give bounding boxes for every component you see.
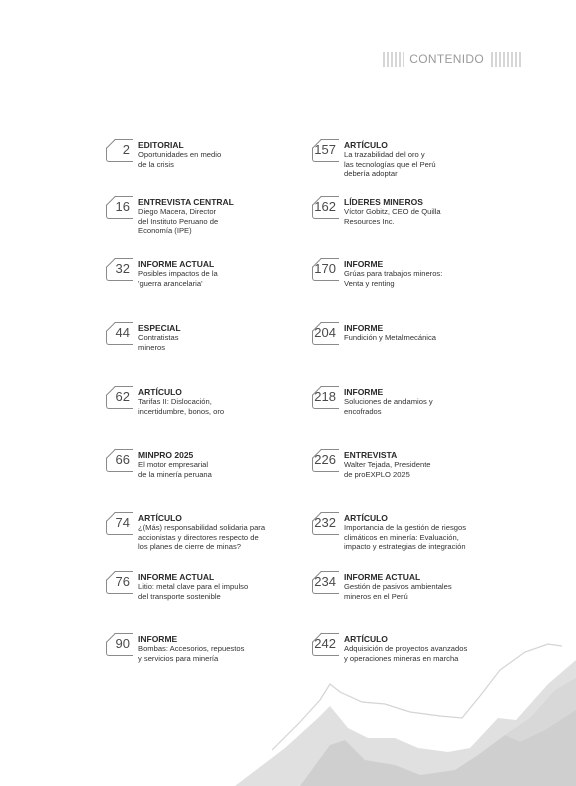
- page-number: 157: [314, 142, 336, 157]
- section-kicker: ARTÍCULO: [344, 140, 388, 150]
- page-number: 44: [115, 325, 130, 340]
- article-description: ¿(Más) responsabilidad solidaria para accionistas y directores respecto de los planes de cierre de minas?: [138, 523, 266, 552]
- page-number: 232: [314, 515, 336, 530]
- article-description: Posibles impactos de la 'guerra arancelaria': [138, 269, 218, 288]
- article-description: Diego Macera, Director del Instituto Peruano de Economía (IPE): [138, 207, 219, 236]
- page-number-box: [106, 139, 133, 162]
- page-number: 16: [115, 199, 130, 214]
- page-number-box: [106, 258, 133, 281]
- page-number-box: [106, 386, 133, 409]
- article-description: Adquisición de proyectos avanzados y operaciones mineras en marcha: [344, 644, 468, 663]
- article-description: Grúas para trabajos mineros: Venta y renting: [344, 269, 443, 288]
- section-kicker: LÍDERES MINEROS: [344, 197, 423, 207]
- page-number: 162: [314, 199, 336, 214]
- page-number-box: [312, 386, 339, 409]
- section-kicker: ARTÍCULO: [344, 634, 388, 644]
- page-number: 90: [115, 636, 130, 651]
- article-description: Víctor Gobitz, CEO de Quilla Resources Inc.: [344, 207, 441, 226]
- section-kicker: INFORME ACTUAL: [138, 572, 215, 582]
- section-kicker: ENTREVISTA CENTRAL: [138, 197, 234, 207]
- section-kicker: ARTÍCULO: [344, 513, 388, 523]
- section-kicker: ESPECIAL: [138, 323, 181, 333]
- page-number-box: [106, 571, 133, 594]
- page-number: 170: [314, 261, 336, 276]
- section-kicker: INFORME: [344, 387, 384, 397]
- contents-header-bar: [383, 52, 521, 67]
- page-number: 74: [115, 515, 130, 530]
- page-number: 234: [314, 574, 336, 589]
- section-kicker: INFORME ACTUAL: [344, 572, 421, 582]
- page-number-box: [312, 196, 339, 219]
- page-number: 218: [314, 389, 336, 404]
- page-number-box: [312, 633, 339, 656]
- page-number-box: [106, 322, 133, 345]
- page-number-box: [106, 196, 133, 219]
- article-description: Importancia de la gestión de riesgos climáticos en minería: Evaluación, impacto y estrategias de integración: [344, 523, 466, 552]
- article-description: Bombas: Accesorios, repuestos y servicios para minería: [138, 644, 245, 663]
- page-number-box: [312, 139, 339, 162]
- section-kicker: ARTÍCULO: [138, 513, 182, 523]
- page-number: 242: [314, 636, 336, 651]
- article-description: Soluciones de andamios y encofrados: [344, 397, 433, 416]
- section-kicker: ENTREVISTA: [344, 450, 398, 460]
- page-number: 32: [115, 261, 130, 276]
- page-number-box: [312, 449, 339, 472]
- article-description: Oportunidades en medio de la crisis: [138, 150, 222, 169]
- section-kicker: MINPRO 2025: [138, 450, 194, 460]
- page-number-box: [312, 322, 339, 345]
- page-number: 66: [115, 452, 130, 467]
- article-description: Contratistas mineros: [138, 333, 179, 352]
- article-description: Fundición y Metalmecánica: [344, 333, 437, 342]
- article-description: El motor empresarial de la minería peruana: [138, 460, 212, 479]
- contents-title: CONTENIDO: [404, 52, 489, 67]
- article-description: Walter Tejada, Presidente de proEXPLO 2025: [344, 460, 431, 479]
- article-description: Tarifas II: Dislocación, incertidumbre, bonos, oro: [138, 397, 225, 416]
- article-description: Litio: metal clave para el impulso del transporte sostenible: [138, 582, 249, 601]
- page-number: 76: [115, 574, 130, 589]
- page-number: 204: [314, 325, 336, 340]
- article-description: Gestión de pasivos ambientales mineros en el Perú: [344, 582, 452, 601]
- section-kicker: ARTÍCULO: [138, 387, 182, 397]
- section-kicker: INFORME: [138, 634, 178, 644]
- page-number-box: [106, 449, 133, 472]
- section-kicker: EDITORIAL: [138, 140, 184, 150]
- page-number-box: [312, 258, 339, 281]
- section-kicker: INFORME: [344, 259, 384, 269]
- page-number-box: [312, 512, 339, 535]
- page-number-box: [312, 571, 339, 594]
- section-kicker: INFORME ACTUAL: [138, 259, 215, 269]
- article-description: La trazabilidad del oro y las tecnologías que el Perú debería adoptar: [344, 150, 436, 179]
- page-number-box: [106, 512, 133, 535]
- page-number-box: [106, 633, 133, 656]
- section-kicker: INFORME: [344, 323, 384, 333]
- page-number: 226: [314, 452, 336, 467]
- page-number: 2: [122, 142, 130, 157]
- page-number: 62: [115, 389, 130, 404]
